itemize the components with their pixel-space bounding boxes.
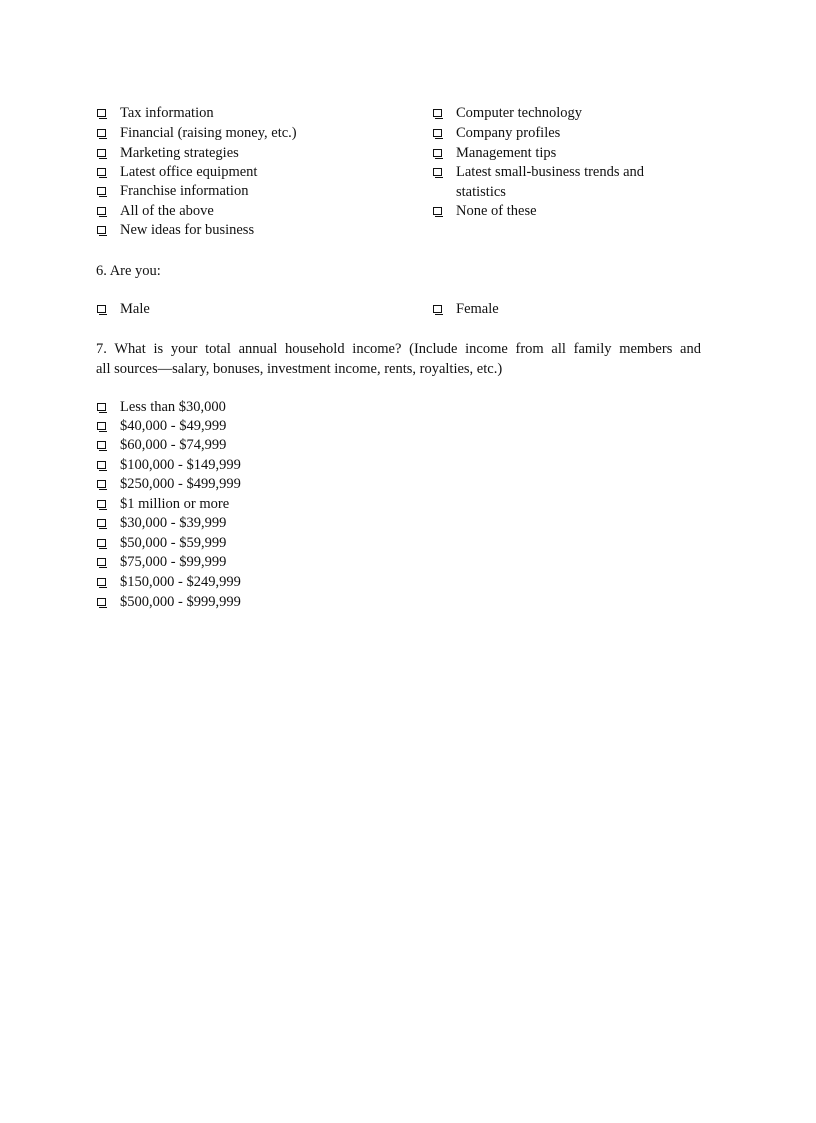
checkbox-icon[interactable] [97, 187, 106, 195]
question-7-line-2: all sources—salary, bonuses, investment income, rents, royalties, etc.) [96, 361, 503, 377]
checkbox-icon[interactable] [97, 480, 106, 488]
checkbox-icon[interactable] [433, 149, 442, 157]
checkbox-icon[interactable] [433, 168, 442, 176]
option-label: $500,000 - $999,999 [120, 594, 241, 610]
checkbox-icon[interactable] [433, 129, 442, 137]
option-label: $40,000 - $49,999 [120, 418, 227, 434]
checkbox-icon[interactable] [97, 207, 106, 215]
option-label: None of these [456, 203, 537, 219]
option-label: $150,000 - $249,999 [120, 574, 241, 590]
checkbox-icon[interactable] [433, 305, 442, 313]
checkbox-icon[interactable] [97, 578, 106, 586]
option-label: $30,000 - $39,999 [120, 515, 227, 531]
option-label: Latest office equipment [120, 164, 258, 180]
checkbox-icon[interactable] [97, 500, 106, 508]
checkbox-icon[interactable] [97, 129, 106, 137]
option-label: All of the above [120, 203, 214, 219]
option-label: New ideas for business [120, 222, 255, 238]
option-label: Financial (raising money, etc.) [120, 125, 297, 141]
option-label: $1 million or more [120, 496, 230, 512]
checkbox-icon[interactable] [97, 422, 106, 430]
checkbox-icon[interactable] [97, 168, 106, 176]
option-label: $50,000 - $59,999 [120, 535, 227, 551]
option-label: Franchise information [120, 183, 249, 199]
checkbox-icon[interactable] [97, 539, 106, 547]
checkbox-icon[interactable] [97, 305, 106, 313]
checkbox-icon[interactable] [97, 461, 106, 469]
option-label: Marketing strategies [120, 145, 239, 161]
checkbox-icon[interactable] [97, 226, 106, 234]
option-latest-small-business-trends[interactable] [433, 163, 673, 202]
checkbox-icon[interactable] [97, 598, 106, 606]
option-label: Company profiles [456, 125, 561, 141]
option-label: Less than $30,000 [120, 399, 226, 415]
question-6: 6. Are you: [96, 263, 161, 279]
checkbox-icon[interactable] [97, 403, 106, 411]
option-label: Male [120, 301, 150, 317]
checkbox-icon[interactable] [97, 558, 106, 566]
option-label: $60,000 - $74,999 [120, 437, 227, 453]
option-label: Computer technology [456, 105, 583, 121]
checkbox-icon[interactable] [433, 207, 442, 215]
option-label: $75,000 - $99,999 [120, 554, 227, 570]
option-label: $250,000 - $499,999 [120, 476, 241, 492]
question-7 [96, 339, 701, 379]
option-label: Tax information [120, 105, 214, 121]
checkbox-icon[interactable] [433, 109, 442, 117]
question-7-line-1: 7. What is your total annual household income? (Include income from all family members and [96, 341, 701, 357]
option-label: Latest small-business trends and statistics [456, 164, 645, 200]
checkbox-icon[interactable] [97, 519, 106, 527]
option-label: $100,000 - $149,999 [120, 457, 241, 473]
option-label: Female [456, 301, 499, 317]
option-label: Management tips [456, 145, 557, 161]
checkbox-icon[interactable] [97, 441, 106, 449]
checkbox-icon[interactable] [97, 109, 106, 117]
checkbox-icon[interactable] [97, 149, 106, 157]
